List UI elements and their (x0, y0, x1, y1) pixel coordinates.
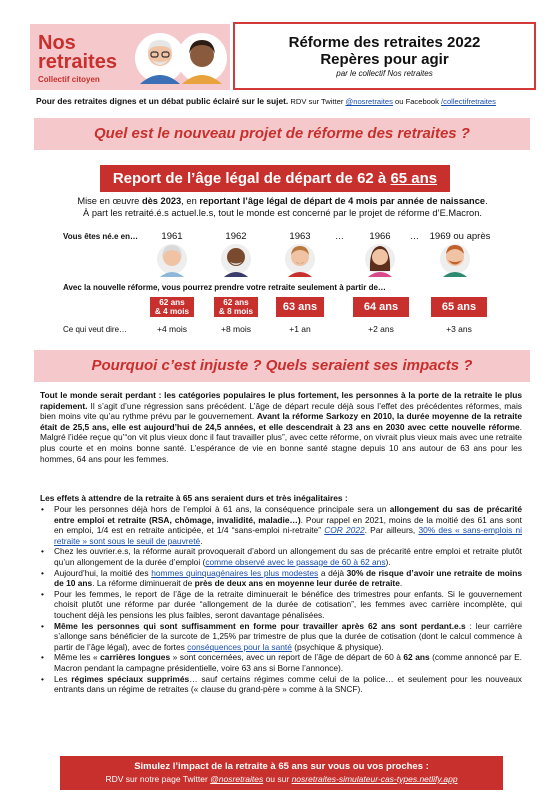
intro-line-2: À part les retraité.é.s actuel.le.s, tout le monde est concerné par le projet de réforme d’E.Macron. (83, 208, 482, 218)
age-box-1961 (150, 297, 194, 317)
simulator-title: Simulez l’impact de la retraite à 65 ans sur vous ou vos proches : (134, 761, 429, 772)
poverty-link[interactable]: 30% des « sans-emplois ni retraite » sont sous le seuil de pauvreté (54, 525, 522, 546)
list-item (40, 546, 522, 567)
young-man-icon (439, 241, 471, 281)
item-text: ). (385, 556, 391, 567)
list-item (40, 674, 522, 695)
reform-label: Avec la nouvelle réforme, vous pourrez prendre votre retraite seulement à partir de… (63, 283, 386, 292)
year-1962: 1962 (225, 231, 247, 242)
title-byline: par le collectif Nos retraites (336, 69, 433, 78)
age-box-1963: 63 ans (276, 297, 324, 317)
logo-name: Nos retraites (38, 32, 117, 73)
age-extra: & 8 mois (218, 306, 254, 316)
age-extra: & 4 mois (154, 306, 190, 316)
list-item: • Pour les femmes, le report de l’âge de la retraite diminuerait le bénéfice des trimestres pour enfants. Si le gouvernement choisit plutôt une réforme par durée “allongement de la durée de cotisation”, les femmes avec carrière incomplète, qui touchent déjà les pensions les plus faibles, seront davantage pénalisées. (40, 589, 522, 621)
item-bold: carrières longues (100, 652, 171, 663)
gain-1969: +3 ans (446, 324, 472, 334)
item-text: … sauf certains régimes comme celui de la police… et seulement pour les nouveaux entrants dans un régime de retraites (« clause du grand-père » comme à la SNCF). (54, 673, 522, 695)
item-text: . (200, 535, 203, 546)
item-text: (psychique & physique). (291, 641, 384, 652)
item-bold: 62 ans (403, 652, 430, 663)
year-1961: 1961 (161, 231, 183, 242)
logo-subtitle: Collectif citoyen (38, 75, 100, 84)
year-1966: 1966 (369, 231, 391, 242)
item-text: . (399, 578, 403, 589)
section-banner-reform: Quel est le nouveau projet de réforme des retraites ? (34, 118, 530, 150)
item-bold: près de deux ans en moyenne leur durée de retraite (194, 578, 400, 589)
elderly-man-icon (220, 241, 252, 281)
effects-list (40, 504, 522, 695)
list-item (40, 568, 522, 589)
elderly-woman-icon (156, 241, 188, 281)
item-text: : leur carrière s’allonge sans bénéficier de la surcote de 1,25% par trimestre de plus que la durée de cotisation (dont le calcul commence à partir de l’âge légal), avec de fortes (54, 620, 522, 652)
list-item (40, 504, 522, 546)
gain-label: Ce qui veut dire… (63, 325, 128, 334)
age-box-1966: 64 ans (353, 297, 409, 317)
age-box-1962 (214, 297, 258, 317)
woman-icon (364, 241, 396, 281)
item-text: (comme annoncé par E. Macron pendant la campagne présidentielle, voire 63 ans si Borne l’annonce). (54, 652, 523, 673)
impacts-paragraph (40, 390, 522, 464)
gain-1966: +2 ans (368, 324, 394, 334)
simulator-site-link[interactable]: nosretraites-simulateur-cas-types.netlify.app (291, 774, 458, 784)
paragraph-bold: Avant la réforme Sarkozy en 2010, la durée moyenne de la retraite était de 25,5 ans, elle est aujourd’hui de 24,5 années, et elle descendrait à 23 ans en 2030 avec cette nouvelle réforme (40, 411, 522, 432)
item-text: . Pour rappel en 2021, moins de la moitié des 61 ans sont en emploi, 1/4 est en retraite anticipée, et 1/4 “sans-emploi ni-retraite” (54, 514, 522, 536)
gain-1963: +1 an (289, 324, 311, 334)
report-age: 65 ans (390, 170, 438, 187)
man-icon (284, 241, 316, 281)
item-text: . Par ailleurs, (364, 525, 419, 536)
twitter-link[interactable]: @nosretraites (345, 97, 393, 106)
list-item (40, 652, 522, 673)
facebook-link[interactable]: /collectifretraites (441, 97, 496, 106)
age-value: 62 ans (159, 298, 185, 307)
modest-men-link[interactable]: hommes quinquagénaires les plus modestes (151, 567, 319, 578)
simulator-links (60, 774, 503, 784)
paragraph-text: . Malgré l’idée reçue qu’“on vit plus vieux donc il faut travailler plus”, avec cette réforme, on vivrait plus vieux mais avec une retraite plus courte et en moins bonne santé. L’espérance de vie en bonne santé stagne depuis 10 ans autour de 63 ans pour les hommes, 64 ans pour les femmes. (40, 421, 522, 464)
effects-title: Les effets à attendre de la retraite à 65 ans seraient durs et très inégalitaires : (40, 493, 348, 503)
tagline-lead: Pour des retraites dignes et un débat public éclairé sur le sujet. (36, 96, 289, 106)
year-1963: 1963 (289, 231, 311, 242)
item-bold: 30% de risque d’avoir une retraite de moins de 10 ans (54, 567, 523, 589)
item-text: Aujourd’hui, la moitié des (54, 567, 152, 578)
item-text: a déjà (318, 567, 347, 578)
age-value: 62 ans (223, 298, 249, 307)
report-headline (100, 165, 450, 192)
item-text: Les (54, 673, 72, 684)
paragraph-text: Il s’agit d’une régression sans précédent. L’âge de départ recule déjà sous l’effet des précédentes réformes, mais bien moins vite qu’au rythme prévu par le gouvernement. (40, 400, 522, 422)
intro-text-part: , en (181, 196, 200, 206)
item-bold: allongement du sas de précarité entre emploi et retraite (RSA, chômage, invalidité, maladie…) (54, 504, 522, 525)
header (30, 22, 538, 92)
intro-line-1 (40, 195, 525, 207)
logo (30, 24, 230, 90)
simulator-text: RDV sur notre page Twitter (105, 774, 211, 784)
page-subtitle: Repères pour agir (320, 51, 449, 68)
list-item (40, 621, 522, 653)
simulator-text: ou sur (263, 774, 292, 784)
intro-text-part: . (485, 196, 488, 206)
tagline-or: ou Facebook (392, 97, 442, 106)
intro-text-part: Mise en œuvre (77, 196, 142, 206)
item-text: Chez les ouvrier.e.s, la réforme aurait provoquerait d’abord un allongement du sas de précarité entre emploi et retraite plutôt qu’un allongement de la durée d’emploi ( (54, 546, 522, 567)
item-text: . La réforme diminuerait de (92, 578, 195, 589)
intro-bold-part: reportant l’âge légal de départ de 4 mois par année de naissance (199, 196, 486, 206)
item-bold: Même les personnes qui sont suffisamment en forme pour travailler après 62 ans sont perdant.e.s (54, 620, 466, 631)
paragraph-bold: Tout le monde serait perdant : les catégories populaires le plus fortement, les personnes à la porte de la retraite le plus rapidement. (40, 390, 522, 411)
intro-bold-part: dès 2023 (141, 196, 182, 206)
section-banner-impacts: Pourquoi c’est injuste ? Quels seraient ses impacts ? (34, 350, 530, 382)
health-link[interactable]: conséquences pour la santé (187, 641, 292, 652)
report-prefix: Report de l’âge légal de départ de 62 à (112, 170, 391, 187)
simulator-callout (60, 756, 503, 790)
logo-people-icon (134, 28, 228, 88)
observed-60-62-link[interactable]: comme observé avec le passage de 60 à 62 ans (205, 556, 386, 567)
item-text: » sont concernées, avec un report de l’âge de départ de 60 à (170, 652, 404, 663)
item-text: Pour les personnes déjà hors de l’emploi à 61 ans, la conséquence principale sera un (54, 504, 390, 514)
gain-1961: +4 mois (157, 324, 187, 334)
page-title: Réforme des retraites 2022 (288, 34, 481, 51)
simulator-twitter-link[interactable]: @nosretraites (210, 774, 264, 784)
age-box-1969: 65 ans (431, 297, 487, 317)
tagline (36, 96, 496, 106)
cor-2022-link[interactable]: COR 2022 (324, 525, 365, 536)
year-ellipsis: … (335, 231, 344, 241)
tagline-rdv: RDV sur Twitter (288, 97, 346, 106)
year-1969: 1969 ou après (429, 231, 491, 242)
intro-text (40, 195, 525, 219)
gain-1962: +8 mois (221, 324, 251, 334)
title-box (233, 22, 536, 90)
item-text: Même les « (54, 652, 101, 663)
born-label: Vous êtes né.e en… (63, 232, 138, 241)
item-bold: régimes spéciaux supprimés (71, 673, 190, 684)
year-ellipsis: … (410, 231, 419, 241)
